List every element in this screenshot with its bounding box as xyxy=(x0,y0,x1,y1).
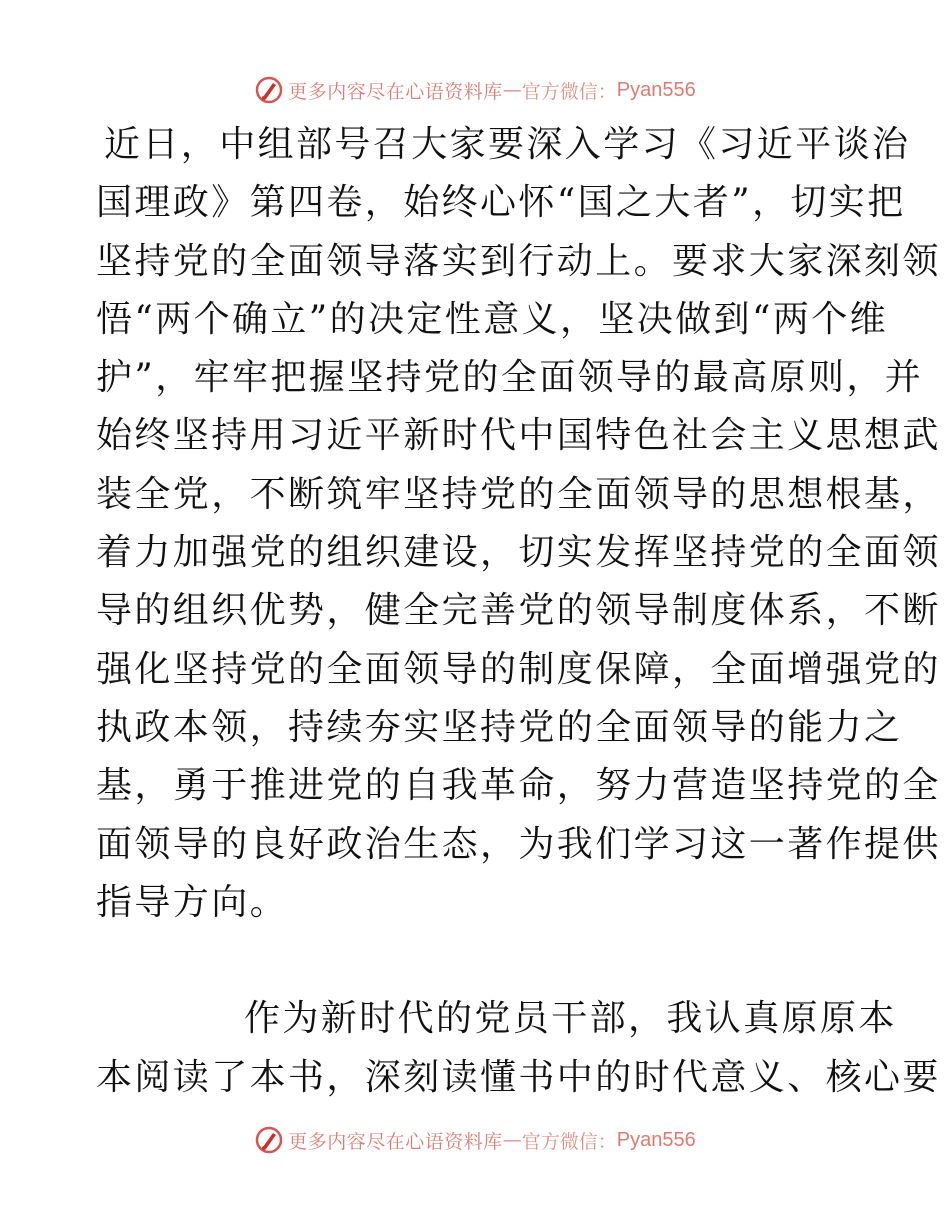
text-line: 国理政》第四卷，始终心怀“国之大者”，切实把 xyxy=(96,182,906,224)
banner-title: 更多内容尽在心语资料库 xyxy=(288,1130,503,1153)
text-line: 近日，中组部号召大家要深入学习《习近平谈治 xyxy=(104,124,911,165)
banner-dash: — xyxy=(502,1129,522,1151)
text-line: 装全党，不断筑牢坚持党的全面领导的思想根基， xyxy=(96,473,941,515)
text-line: 始终坚持用习近平新时代中国特色社会主义思想武 xyxy=(96,415,941,457)
banner-title: 更多内容尽在心语资料库 xyxy=(288,80,503,103)
text-line: 本阅读了本书，深刻读懂书中的时代意义、核心要 xyxy=(96,1056,941,1098)
text-line: 悟“两个确立”的决定性意义，坚决做到“两个维 xyxy=(96,298,889,340)
banner-wechat-handle: Pyan556 xyxy=(616,1128,696,1151)
banner-dash: — xyxy=(502,79,522,101)
text-line: 面领导的良好政治生态，为我们学习这一著作提供 xyxy=(96,823,941,865)
text-line: 导的组织优势，健全完善党的领导制度体系，不断 xyxy=(96,590,941,632)
text-line: 坚持党的全面领导落实到行动上。要求大家深刻领 xyxy=(96,240,941,282)
text-line: 护”，牢牢把握坚持党的全面领导的最高原则，并 xyxy=(96,357,924,399)
text-line: 基，勇于推进党的自我革命，努力营造坚持党的全 xyxy=(96,765,941,807)
banner-wechat-handle: Pyan556 xyxy=(616,78,696,101)
banner-wechat-label: 官方微信： xyxy=(521,1130,617,1153)
footer-banner xyxy=(0,1120,950,1160)
header-banner xyxy=(0,70,950,110)
pen-logo-icon xyxy=(254,75,284,105)
paragraph-spacer xyxy=(96,932,856,990)
text-line: 执政本领，持续夯实坚持党的全面领导的能力之 xyxy=(96,706,903,748)
banner-wechat-label: 官方微信： xyxy=(521,80,617,103)
text-line: 着力加强党的组织建设，切实发挥坚持党的全面领 xyxy=(96,532,941,574)
document-body xyxy=(96,116,941,1107)
pen-logo-icon xyxy=(254,1125,284,1155)
paragraph-2 xyxy=(96,990,941,1107)
paragraph-1 xyxy=(96,116,941,932)
text-line: 作为新时代的党员干部，我认真原原本 xyxy=(244,998,897,1040)
text-line: 指导方向。 xyxy=(96,881,289,923)
text-line: 强化坚持党的全面领导的制度保障，全面增强党的 xyxy=(96,648,941,690)
